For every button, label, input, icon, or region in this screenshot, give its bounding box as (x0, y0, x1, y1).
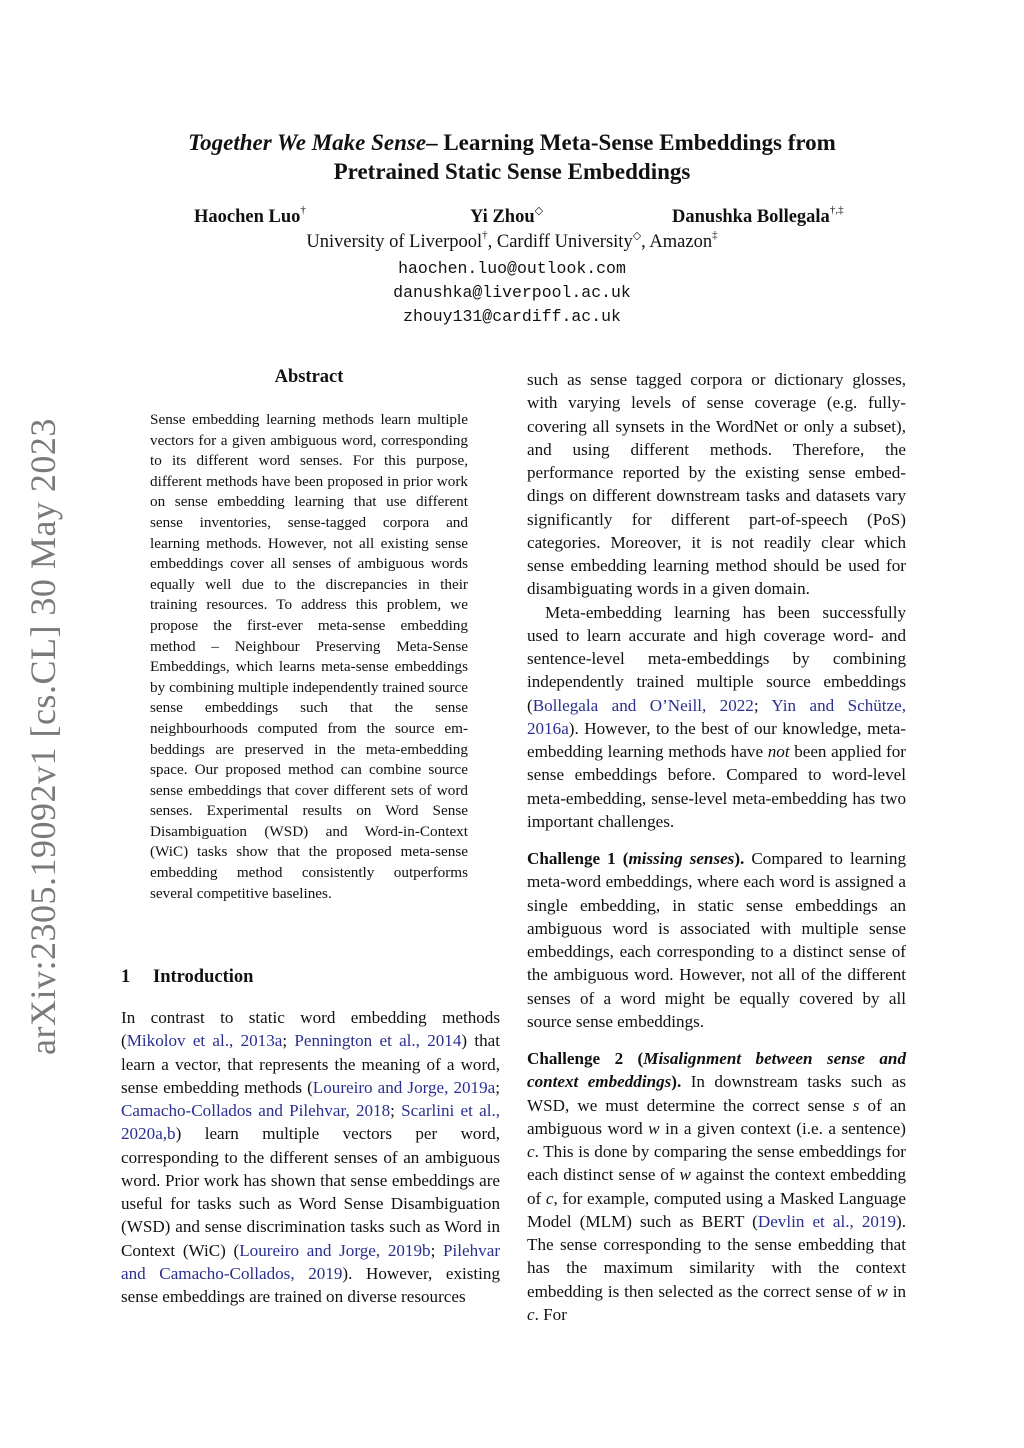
text: ) learn multiple vectors per word, corresponding to the different senses of an ambiguous word. Prior work has shown that sense embeddings are useful for tasks such as Word Sense Disambiguation (WSD) and sense discrimination tasks such as Word in Context (WiC) ( (121, 1124, 500, 1260)
email-1: haochen.luo@outlook.com (398, 259, 626, 278)
intro-paragraph (121, 1006, 500, 1308)
citation-link[interactable]: Pilehvar and Camacho-Collados, 2019 (121, 1240, 501, 1283)
text: ). However, existing sense embeddings are trained on diverse resources (121, 1263, 500, 1306)
title-line1: – Learning Meta-Sense Embeddings from (426, 130, 836, 155)
affiliation-text: University of Liverpool (306, 232, 483, 252)
math-variable: c (545, 1188, 554, 1208)
text: in a given context (i.e. a sentence) (659, 1118, 906, 1138)
text: ) that learn a vector, that represents the meaning of a word, sense embedding methods ( (121, 1031, 500, 1097)
affiliation-text: , Cardiff University (487, 232, 633, 252)
emphasis: not (767, 742, 790, 761)
citation-link[interactable]: Mikolov et al., 2013a (126, 1031, 283, 1051)
author-mark: † (300, 204, 306, 216)
text: , for example, computed using a Masked Language Model (MLM) such as BERT ( (527, 1188, 907, 1231)
text: . This is done by comparing the sense embeddings for each distinct sense of (527, 1142, 906, 1185)
affiliations (120, 229, 904, 253)
paragraph-challenge-2 (527, 1047, 906, 1326)
title-line2: Pretrained Static Sense Embeddings (333, 159, 691, 184)
email-2: danushka@liverpool.ac.uk (393, 283, 631, 302)
challenge-label: Challenge 1 ( (527, 849, 629, 868)
author-mark: †,‡ (829, 204, 844, 216)
text: in (887, 1281, 906, 1301)
abstract-heading: Abstract (274, 367, 344, 387)
citation-link[interactable]: Bollegala and O’Neill, 2022 (532, 695, 754, 715)
math-variable: w (679, 1165, 691, 1185)
title-italic: Together We Make Sense (188, 130, 427, 155)
text: of an ambiguous word (527, 1095, 906, 1138)
arxiv-identifier: arXiv:2305.19092v1 [cs.CL] 30 May 2023 (23, 418, 63, 1055)
section-number: 1 (121, 967, 131, 987)
citation-link[interactable]: Pennington et al., 2014 (294, 1031, 462, 1051)
citation-link[interactable]: Yin and Schütze, 2016a (527, 695, 907, 738)
right-column-text (527, 368, 906, 1326)
author-name: Haochen Luo (194, 207, 301, 227)
author-1 (194, 204, 306, 228)
text: ; (495, 1077, 500, 1097)
paragraph-meta-embedding (527, 601, 906, 834)
author-2 (470, 207, 543, 228)
section-title: Introduction (153, 967, 254, 987)
challenge-label-end: ). (734, 849, 745, 868)
challenge-label: Challenge 2 ( (527, 1049, 644, 1068)
author-name: Danushka Bollegala (672, 207, 830, 227)
text: been applied for sense embeddings before. Compared to word-level meta-embedding, sense-level meta-embedding has two important challenges. (527, 742, 906, 831)
text: Meta-embedding learning has been successfully used to learn accurate and high coverage word- and sentence-level meta-embeddings by combining independently trained multiple source embeddings ( (527, 602, 906, 715)
abstract-body: Sense embedding learning methods learn multiple vectors for a given ambiguous word, corresponding to its different word senses. For this purpose, different methods have been proposed in prior work on sense embedding learning that use different sense inventories, sense-tagged corpora and learning methods. However, not all existing sense embeddings cover all senses of ambiguous words equally well due to the discrepancies in their training resources. To address this problem, we propose the first-ever meta-sense embedding method – Neighbour Preserving Meta-Sense Embeddings, which learns meta-sense embeddings by combining multiple independently trained source sense embeddings such that the sense neighbourhoods computed from the source embeddings are preserved in the meta-embedding space. Our proposed method can combine source sense embeddings that cover different sets of word senses. Experimental results on Word Sense Disambiguation (WSD) and Word-in-Context (WiC) tasks show that the proposed meta-sense embedding method consistently outperforms several competitive baselines. (150, 411, 468, 902)
text: against the context embedding of (527, 1165, 906, 1208)
email-3: zhouy131@cardiff.ac.uk (403, 307, 621, 326)
citation-link[interactable]: Devlin et al., 2019 (757, 1211, 897, 1231)
author-3 (672, 204, 844, 228)
text: In contrast to static word embedding methods ( (121, 1008, 500, 1051)
text: In downstream tasks such as WSD, we must determine the correct sense (527, 1072, 906, 1115)
citation-link[interactable]: Loureiro and Jorge, 2019a (312, 1077, 496, 1097)
section-heading-introduction (121, 967, 253, 988)
text: . For (534, 1304, 567, 1324)
author-name: Yi Zhou (470, 207, 535, 227)
paper-title (120, 128, 904, 186)
challenge-label-end: ). (671, 1072, 682, 1092)
text: Compared to learning meta-word embeddings, where each word is assigned a single embedding, in static sense embeddings an ambiguous word is associated with multiple sense embeddings, each corresponding to a distinct sense of the ambiguous word. However, not all of the different senses of a word might be equally covered by all source sense embeddings. (527, 849, 906, 1031)
citation-link[interactable]: Loureiro and Jorge, 2019b (239, 1240, 431, 1260)
affiliation-mark: ◇ (632, 230, 642, 242)
citation-link[interactable]: Scarlini et al., 2020a,b (121, 1101, 500, 1144)
challenge-label-italic: missing senses (628, 849, 735, 868)
text: ). The sense corresponding to the sense embedding that has the maximum similarity with the context embedding is then selected as the correct sense of (527, 1211, 906, 1301)
math-variable: w (876, 1281, 888, 1301)
math-variable: c (527, 1304, 535, 1324)
text: ). However, to the best of our knowledge, meta-embedding learning methods have (527, 718, 906, 761)
paragraph-continuation: such as sense tagged corpora or dictionary glosses, with varying levels of sense coverage (e.g. fully-covering all synsets in the WordNet or only a subset), and using different methods. Therefore, the performance reported by the existing sense embeddings on different downstream tasks and datasets vary significantly for different part-of-speech (PoS) categories. Moreover, it is not readily clear which sense embedding learning method should be used for disambiguating words in a given domain. (527, 370, 906, 599)
math-variable: c (527, 1142, 535, 1161)
math-variable: s (852, 1095, 860, 1115)
text: ; (430, 1240, 444, 1260)
text: ; (753, 695, 772, 715)
author-mark: ◇ (534, 205, 544, 217)
text: ; (282, 1031, 295, 1051)
affiliation-mark: ‡ (712, 229, 718, 241)
affiliation-mark: † (482, 229, 488, 241)
left-column-text (121, 1006, 500, 1308)
paragraph-challenge-1 (527, 847, 906, 1033)
challenge-label-italic: Misalignment between sense and context embeddings (527, 1049, 906, 1092)
text: ; (390, 1101, 402, 1120)
math-variable: w (648, 1118, 660, 1138)
citation-link[interactable]: Camacho-Collados and Pilehvar, 2018 (121, 1101, 391, 1120)
affiliation-text: , Amazon (641, 232, 713, 252)
